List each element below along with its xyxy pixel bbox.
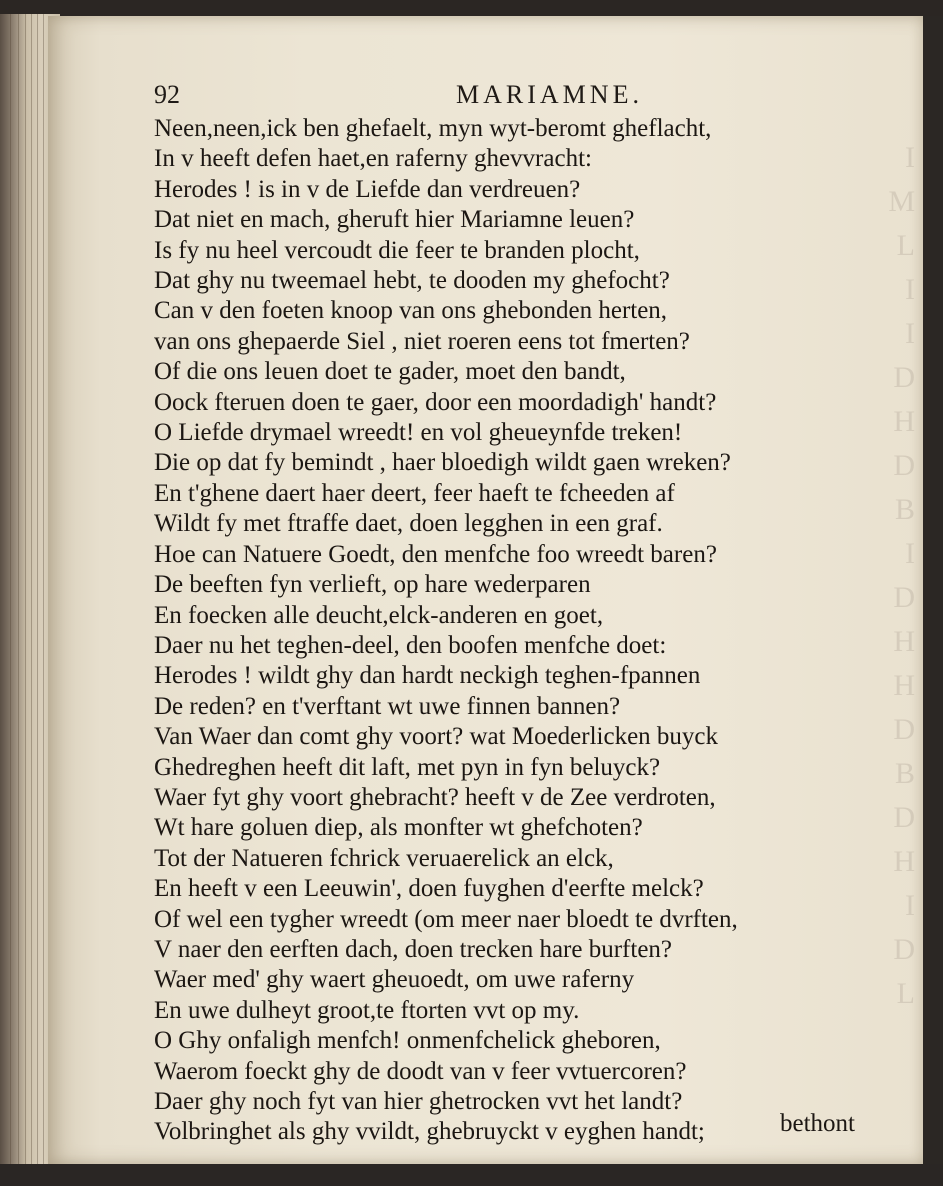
verse-line: Is fy nu heel vercoudt die feer te branden plocht, — [154, 236, 640, 264]
verse-line: Waer fyt ghy voort ghebracht? heeft v de Zee verdroten, — [154, 783, 716, 811]
verse-line: De reden? en t'verftant wt uwe finnen bannen? — [154, 692, 621, 720]
running-header — [106, 80, 666, 116]
verse-line: Daer nu het teghen-deel, den boofen menfche doet: — [154, 631, 667, 659]
verse-line: van ons ghepaerde Siel , niet roeren eens tot fmerten? — [154, 327, 690, 355]
verse-line: Herodes ! wildt ghy dan hardt neckigh teghen-fpannen — [154, 662, 701, 690]
verse-line: Dat niet en mach, gheruft hier Mariamne leuen? — [154, 206, 635, 234]
verse-line: Van Waer dan comt ghy voort? wat Moederlicken buyck — [154, 723, 719, 751]
verse-line: Hoe can Natuere Goedt, den menfche foo wreedt baren? — [154, 540, 717, 568]
verse-line: Waer med' ghy waert gheuoedt, om uwe raferny — [154, 966, 635, 994]
verse-line: Herodes ! is in v de Liefde dan verdreuen? — [154, 175, 581, 203]
verse-line: Ghedreghen heeft dit laft, met pyn in fyn beluyck? — [154, 753, 661, 781]
scan-top-border — [0, 0, 943, 16]
verse-line: O Liefde drymael wreedt! en vol gheueynfde treken! — [154, 419, 683, 447]
verse-line: En uwe dulheyt groot,te ftorten vvt op my. — [154, 996, 580, 1024]
verse-line: Wildt fy met ftraffe daet, doen legghen in een graf. — [154, 510, 663, 538]
verse-line: Wt hare goluen diep, als monfter wt ghefchoten? — [154, 814, 643, 842]
verse-line: En foecken alle deucht,elck-anderen en goet, — [154, 601, 604, 629]
verse-line: En heeft v een Leeuwin', doen fuyghen d'eerfte melck? — [154, 875, 704, 903]
verse-line: Waerom foeckt ghy de doodt van v feer vvtuercoren? — [154, 1057, 687, 1085]
verse-line: Neen,neen,ick ben ghefaelt, myn wyt-beromt gheflacht, — [154, 115, 712, 142]
verse-line: O Ghy onfaligh menfch! onmenfchelick gheboren, — [154, 1027, 661, 1055]
verse-line: V naer den eerften dach, doen trecken hare burften? — [154, 935, 673, 963]
verse-line: Of wel een tygher wreedt (om meer naer bloedt te dvrften, — [154, 905, 738, 933]
verse-line: In v heeft defen haet,en raferny ghevvracht: — [154, 145, 592, 173]
running-title: MARIAMNE. — [456, 80, 643, 109]
verse-line: Of die ons leuen doet te gader, moet den bandt, — [154, 358, 626, 386]
verse-text — [154, 114, 894, 1148]
verse-line: En t'ghene daert haer deert, feer haeft te fcheeden af — [154, 479, 675, 507]
verse-line: Can v den foeten knoop van ons ghebonden herten, — [154, 297, 668, 325]
verse-line: Dat ghy nu tweemael hebt, te dooden my ghefocht? — [154, 267, 670, 295]
verse-line: Daer ghy noch fyt van hier ghetrocken vvt het landt? — [154, 1088, 683, 1115]
page-number: 92 — [154, 80, 180, 109]
verse-line: Volbringhet als ghy vvildt, ghebruyckt v eyghen handt; — [154, 1118, 705, 1146]
verse-line: Oock fteruen doen te gaer, door een moordadigh' handt? — [154, 388, 717, 416]
scan-bottom-border — [0, 1164, 943, 1186]
show-through-text: I M L I I D H D B I D H H D B D H I D L — [888, 141, 915, 1010]
catchword: bethont — [780, 1110, 855, 1137]
verse-line: Die op dat fy bemindt , haer bloedigh wildt gaen wreken? — [154, 449, 731, 477]
verse-line: Tot der Natueren fchrick veruaerelick an elck, — [154, 844, 614, 872]
verse-line: De beeften fyn verlieft, op hare wederparen — [154, 571, 591, 599]
